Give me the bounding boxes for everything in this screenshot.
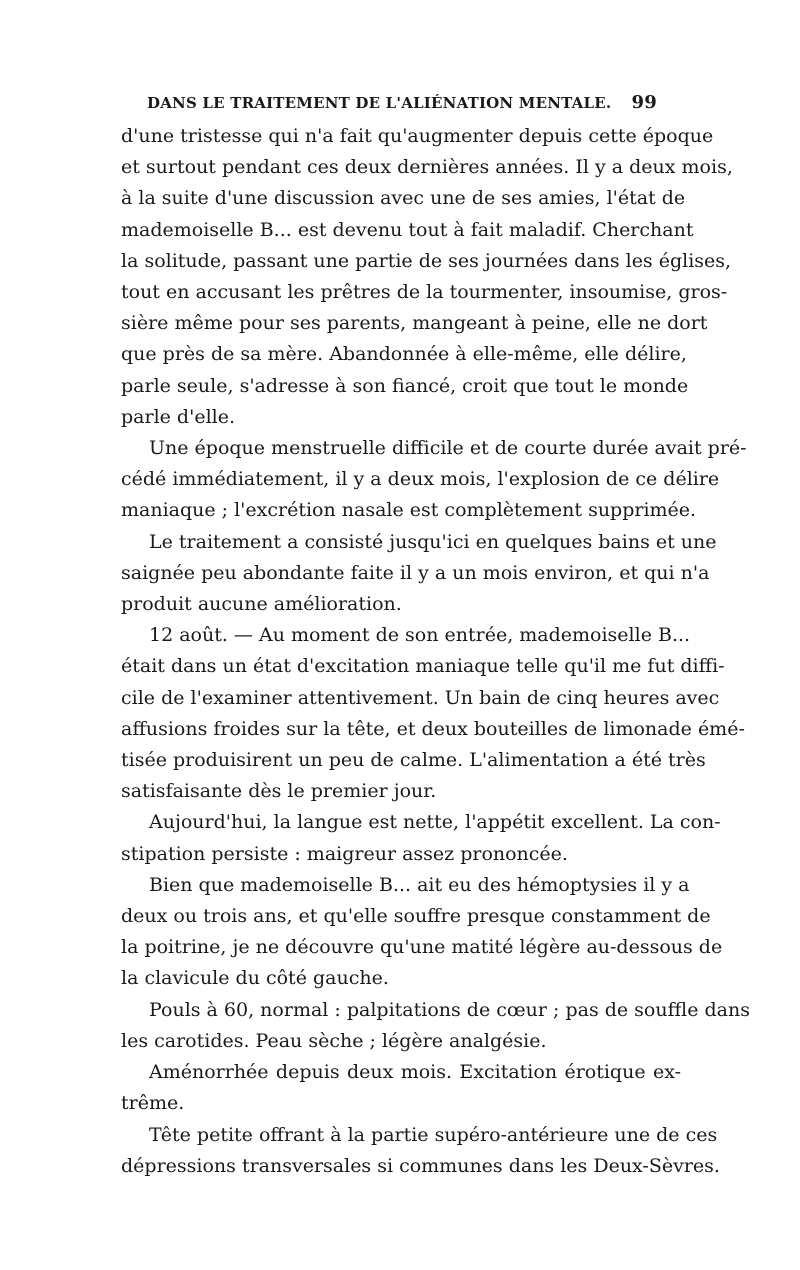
paragraph (121, 995, 750, 1057)
text-line: deux ou trois ans, et qu'elle souffre presque constamment de (121, 905, 711, 928)
text-line: et surtout pendant ces deux dernières années. Il y a deux mois, (121, 156, 733, 179)
text-line: Une époque menstruelle difficile et de courte durée avait pré- (149, 437, 747, 460)
text-line: dépressions transversales si communes dans les Deux-Sèvres. (121, 1154, 720, 1177)
paragraph (121, 433, 747, 527)
paragraph (121, 527, 717, 621)
text-line: tout en accusant les prêtres de la tourmenter, insoumise, gros- (121, 281, 728, 304)
text-line: cile de l'examiner attentivement. Un bain de cinq heures avec (121, 686, 720, 709)
running-head (147, 92, 657, 120)
text-line: Tête petite offrant à la partie supéro-antérieure une de ces (149, 1123, 718, 1146)
text-line: sière même pour ses parents, mangeant à peine, elle ne dort (121, 312, 708, 335)
text-line: maniaque ; l'excrétion nasale est complètement supprimée. (121, 499, 697, 522)
text-line: parle seule, s'adresse à son fiancé, croit que tout le monde (121, 374, 689, 397)
text-line: mademoiselle B... est devenu tout à fait maladif. Cherchant (121, 218, 694, 241)
text-line: la solitude, passant une partie de ses journées dans les églises, (121, 249, 732, 272)
paragraph (121, 620, 745, 807)
text-line: tisée produisirent un peu de calme. L'alimentation a été très (121, 749, 706, 772)
paragraph (121, 870, 723, 995)
text-line: Aujourd'hui, la langue est nette, l'appétit excellent. La con- (149, 811, 721, 834)
running-head-title: DANS LE TRAITEMENT DE L'ALIÉNATION MENTALE. (147, 94, 612, 112)
paragraph (121, 121, 733, 433)
text-line: affusions froides sur la tête, et deux bouteilles de limonade émé- (121, 717, 745, 740)
text-line: à la suite d'une discussion avec une de ses amies, l'état de (121, 187, 686, 210)
text-line: parle d'elle. (121, 405, 235, 428)
text-line: produit aucune amélioration. (121, 593, 402, 616)
text-line: Bien que mademoiselle B... ait eu des hémoptysies il y a (149, 873, 690, 896)
text-line: la poitrine, je ne découvre qu'une matité légère au-dessous de (121, 936, 723, 959)
text-line: stipation persiste : maigreur assez prononcée. (121, 842, 568, 865)
text-line: 12 août. — Au moment de son entrée, mademoiselle B... (149, 624, 691, 647)
body-text (121, 121, 750, 1182)
paragraph (121, 1120, 720, 1182)
text-line: Le traitement a consisté jusqu'ici en quelques bains et une (149, 530, 717, 553)
text-line: la clavicule du côté gauche. (121, 967, 389, 990)
text-line: cédé immédiatement, il y a deux mois, l'explosion de ce délire (121, 468, 720, 491)
paragraph (121, 807, 721, 869)
text-line: trême. (121, 1092, 185, 1115)
text-line: satisfaisante dès le premier jour. (121, 780, 437, 803)
text-line: Pouls à 60, normal : palpitations de cœur ; pas de souffle dans (149, 998, 750, 1021)
text-line: les carotides. Peau sèche ; légère analgésie. (121, 1029, 547, 1052)
text-line: que près de sa mère. Abandonnée à elle-même, elle délire, (121, 343, 687, 366)
text-line: saignée peu abondante faite il y a un mois environ, et qui n'a (121, 561, 710, 584)
text-line: Aménorrhée depuis deux mois. Excitation érotique ex- (149, 1061, 681, 1084)
text-line: d'une tristesse qui n'a fait qu'augmenter depuis cette époque (121, 125, 714, 147)
paragraph (121, 1057, 681, 1119)
page-number: 99 (631, 92, 657, 113)
text-line: était dans un état d'excitation maniaque telle qu'il me fut diffi- (121, 655, 725, 678)
